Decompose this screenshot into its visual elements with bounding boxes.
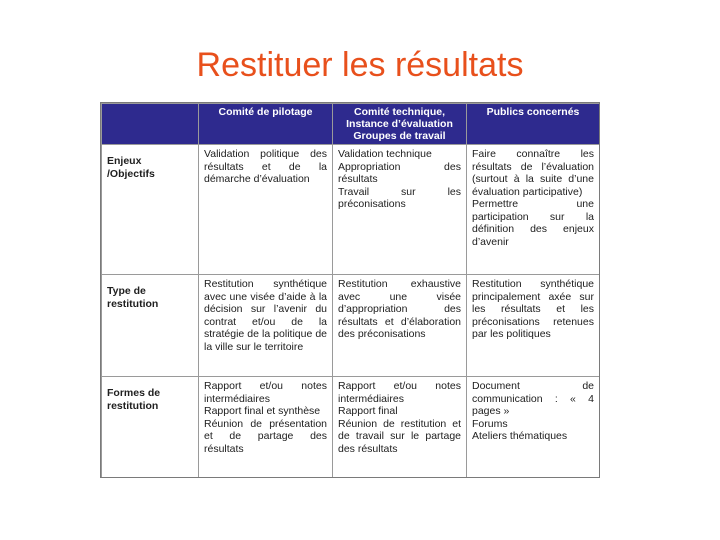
cell-line: Document de communication : « 4 pages » [472, 380, 594, 417]
cell-line: Restitution synthétique principalement axée sur les résultats et les préconisations retenues par les politiques [472, 278, 594, 340]
cell-line: Réunion de restitution et de travail sur le partage des résultats [338, 417, 461, 455]
cell-line: Rapport et/ou notes intermédiaires [204, 380, 327, 405]
cell-line: Rapport final [338, 405, 398, 417]
restitution-table [100, 102, 600, 478]
cell-line: Appropriation des résultats [338, 160, 461, 185]
table-header-row [102, 104, 600, 145]
cell-type-technique [333, 275, 467, 377]
cell-line: Rapport et/ou notes intermédiaires [338, 380, 461, 405]
cell-line: Travail sur les préconisations [338, 185, 461, 210]
cell-line: Validation politique des résultats et de la démarche d’évaluation [204, 148, 327, 185]
header-empty-cell [102, 104, 199, 145]
slide-title: Restituer les résultats [196, 46, 524, 84]
restitution-table-grid [101, 103, 600, 478]
cell-line: Rapport final et synthèse [204, 405, 321, 417]
row-label-type: Type de restitution [102, 275, 199, 377]
row-label-formes: Formes de restitution [102, 377, 199, 479]
cell-line: Réunion de présentation et de partage des résultats [204, 417, 327, 455]
cell-line: Permettre une participation sur la définition des enjeux d’avenir [472, 198, 594, 248]
cell-enjeux-technique [333, 145, 467, 275]
cell-enjeux-publics [467, 145, 600, 275]
cell-formes-pilotage [199, 377, 333, 479]
header-comite-technique: Comité technique, Instance d’évaluation Groupes de travail [333, 104, 467, 145]
cell-type-publics [467, 275, 600, 377]
table-row-enjeux [102, 145, 600, 275]
cell-line: Restitution exhaustive avec une visée d’appropriation des résultats et d’élaboration des préconisations [338, 278, 461, 340]
cell-line: Forums [472, 417, 508, 430]
cell-formes-technique [333, 377, 467, 479]
cell-line: Faire connaître les résultats de l’évaluation (surtout à la suite d’une évaluation participative) [472, 148, 594, 198]
cell-type-pilotage [199, 275, 333, 377]
table-row-type [102, 275, 600, 377]
cell-line: Ateliers thématiques [472, 430, 568, 442]
row-label-enjeux: Enjeux /Objectifs [102, 145, 199, 275]
cell-formes-publics [467, 377, 600, 479]
cell-line: Validation technique [338, 148, 432, 160]
cell-line: Restitution synthétique avec une visée d’aide à la décision sur l’avenir du contrat et/ou de la stratégie de la politique de la ville sur le territoire [204, 278, 327, 353]
table-row-formes [102, 377, 600, 479]
cell-enjeux-pilotage [199, 145, 333, 275]
header-publics-concernes: Publics concernés [467, 104, 600, 145]
header-comite-pilotage: Comité de pilotage [199, 104, 333, 145]
